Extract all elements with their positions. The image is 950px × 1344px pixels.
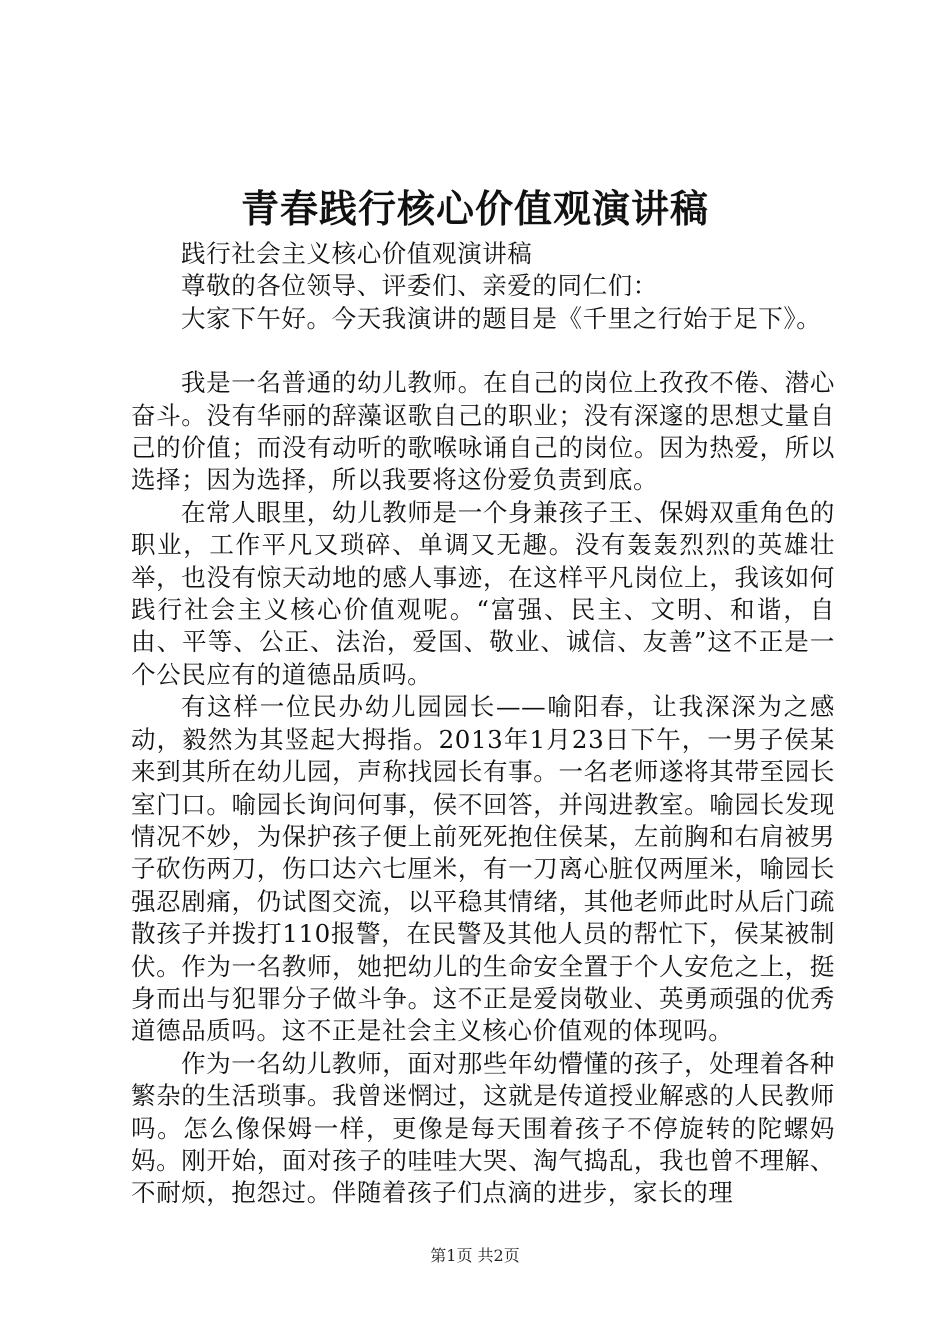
document-body: [131, 238, 835, 1210]
intro-line-greeting: 大家下午好。今天我演讲的题目是《千里之行始于足下》。: [181, 303, 822, 333]
intro-line-subtitle: 践行社会主义核心价值观演讲稿: [181, 239, 533, 268]
document-title: 青春践行核心价值观演讲稿: [240, 186, 709, 231]
body-paragraph-4: 作为一名幼儿教师，面对那些年幼懵懂的孩子，处理着各种繁杂的生活琐事。我曾迷惘过，这就是传道授业解惑的人民教师吗。怎么像保姆一样，更像是每天围着孩子不停旋转的陀螺妈妈。刚开始，面对孩子的哇哇大哭、淘气捣乱，我也曾不理解、不耐烦，抱怨过。伴随着孩子们点滴的进步，家长的理: [131, 1048, 835, 1208]
body-paragraph-3: 有这样一位民办幼儿园园长——喻阳春，让我深深为之感动，毅然为其竖起大拇指。2013年1月23日下午，一男子侯某来到其所在幼儿园，声称找园长有事。一名老师遂将其带至园长室门口。喻园长询问何事，侯不回答，并闯进教室。喻园长发现情况不妙，为保护孩子便上前死死抱住侯某，左前胸和右肩被男子砍伤两刀，伤口达六七厘米，有一刀离心脏仅两厘米，喻园长强忍剧痛，仍试图交流，以平稳其情绪，其他老师此时从后门疏散孩子并拨打110报警，在民警及其他人员的帮忙下，侯某被制伏。作为一名教师，她把幼儿的生命安全置于个人安危之上，挺身而出与犯罪分子做斗争。这不正是爱岗敬业、英勇顽强的优秀道德品质吗。这不正是社会主义核心价值观的体现吗。: [131, 692, 835, 1046]
page-number-footer: 第1页 共2页: [430, 1246, 520, 1265]
paragraph-spacer: [131, 335, 835, 367]
body-paragraph-1: 我是一名普通的幼儿教师。在自己的岗位上孜孜不倦、潜心奋斗。没有华丽的辞藻讴歌自己的职业；没有深邃的思想丈量自己的价值；而没有动听的歌喉咏诵自己的岗位。因为热爱，所以选择；因为选择，所以我要将这份爱负责到底。: [131, 368, 835, 495]
body-paragraph-2: 在常人眼里，幼儿教师是一个身兼孩子王、保姆双重角色的职业，工作平凡又琐碎、单调又无趣。没有轰轰烈烈的英雄壮举，也没有惊天动地的感人事迹，在这样平凡岗位上，我该如何践行社会主义核心价值观呢。“富强、民主、文明、和谐，自由、平等、公正、法治，爱国、敬业、诚信、友善”这不正是一个公民应有的道德品质吗。: [131, 497, 835, 689]
intro-line-salutation: 尊敬的各位领导、评委们、亲爱的同仁们：: [181, 271, 658, 301]
